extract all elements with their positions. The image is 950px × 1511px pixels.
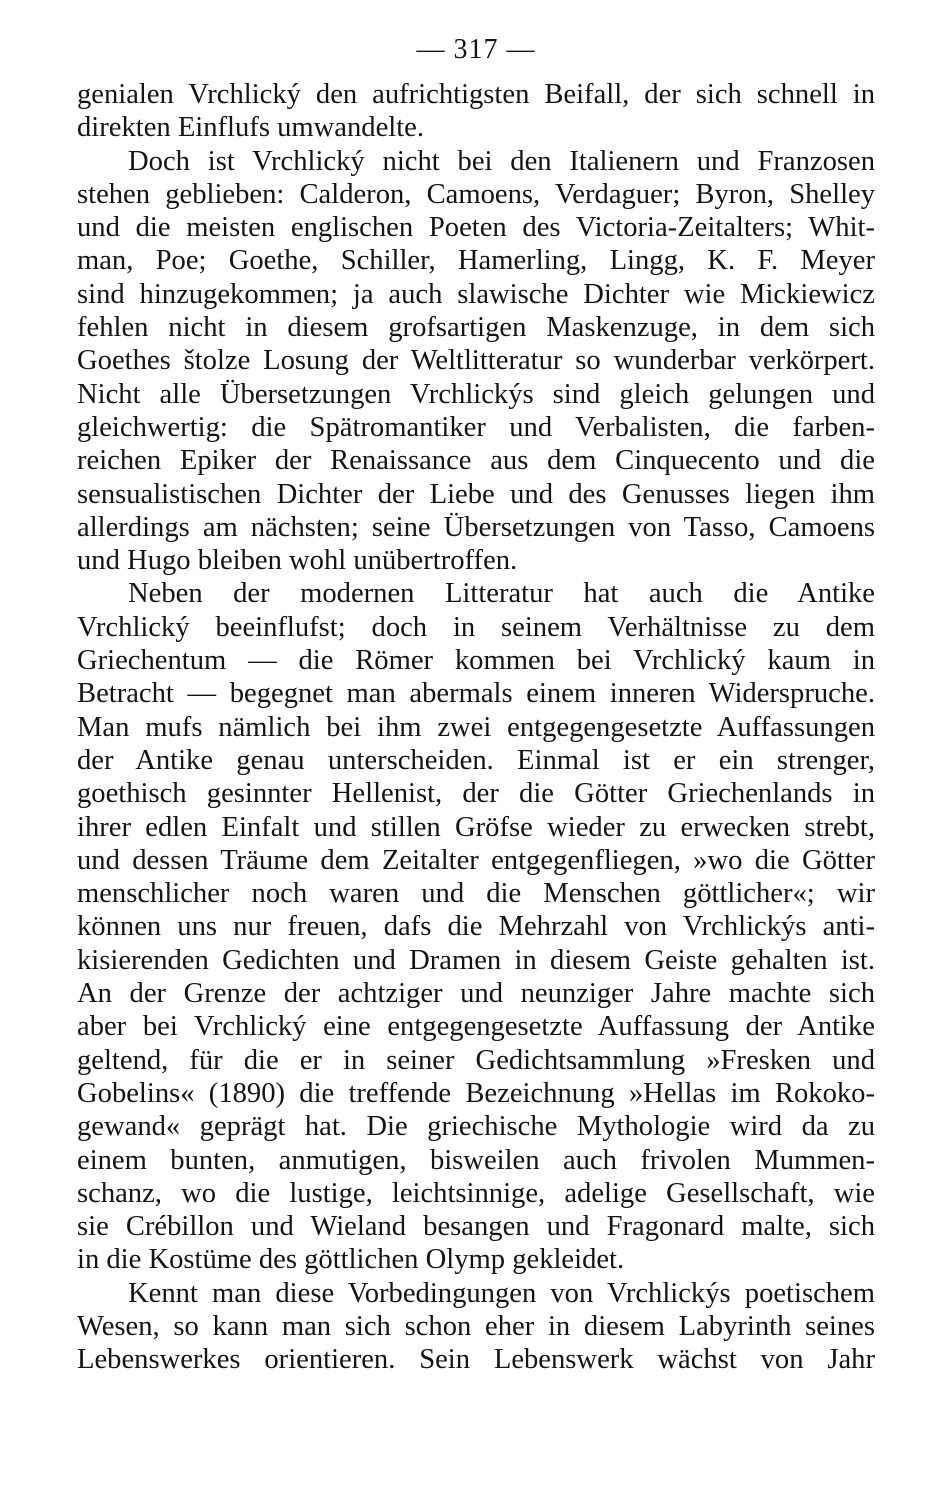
text-line: Neben der modernen Litteratur hat auch die Antike xyxy=(128,578,875,610)
text-line: der Antike genau unterscheiden. Einmal ist er ein strenger, xyxy=(77,744,875,776)
text-line: direkten Einflufs umwandelte. xyxy=(77,112,424,144)
text-line: Nicht alle Übersetzungen Vrchlickýs sind gleich gelungen und xyxy=(77,378,875,410)
text-line: sie Crébillon und Wieland besangen und Fragonard malte, sich xyxy=(77,1211,875,1243)
text-line: menschlicher noch waren und die Menschen göttlicher«; wir xyxy=(77,878,875,910)
paragraph xyxy=(77,1277,875,1377)
text-line: allerdings am nächsten; seine Übersetzungen von Tasso, Camoens xyxy=(77,511,875,543)
text-line: und dessen Träume dem Zeitalter entgegenfliegen, »wo die Götter xyxy=(77,844,875,876)
paragraph xyxy=(77,145,875,578)
text-line: Vrchlický beeinflufst; doch in seinem Verhältnisse zu dem xyxy=(77,611,875,643)
text-line: sind hinzugekommen; ja auch slawische Dichter wie Mickiewicz xyxy=(77,278,875,310)
text-line: Man mufs nämlich bei ihm zwei entgegengesetzte Auffassungen xyxy=(77,711,875,743)
text-line: und die meisten englischen Poeten des Victoria-Zeitalters; Whit- xyxy=(77,212,875,244)
text-line: Kennt man diese Vorbedingungen von Vrchlickýs poetischem xyxy=(128,1277,875,1309)
text-line: sensualistischen Dichter der Liebe und des Genusses liegen ihm xyxy=(77,478,875,510)
text-line: ihrer edlen Einfalt und stillen Gröfse wieder zu erwecken strebt, xyxy=(77,811,875,843)
text-line: in die Kostüme des göttlichen Olymp gekleidet. xyxy=(77,1244,625,1276)
text-line: kisierenden Gedichten und Dramen in diesem Geiste gehalten ist. xyxy=(77,944,875,976)
text-body xyxy=(77,78,875,1377)
text-line: und Hugo bleiben wohl unübertroffen. xyxy=(77,545,518,577)
text-line: können uns nur freuen, dafs die Mehrzahl von Vrchlickýs anti- xyxy=(77,911,875,943)
text-line: gleichwertig: die Spätromantiker und Verbalisten, die farben- xyxy=(77,411,875,443)
text-line: An der Grenze der achtziger und neunziger Jahre machte sich xyxy=(77,978,875,1010)
text-line: fehlen nicht in diesem grofsartigen Maskenzuge, in dem sich xyxy=(77,312,875,344)
text-line: Doch ist Vrchlický nicht bei den Italienern und Franzosen xyxy=(128,145,875,177)
text-line: Betracht — begegnet man abermals einem inneren Widerspruche. xyxy=(77,678,875,710)
text-line: geltend, für die er in seiner Gedichtsammlung »Fresken und xyxy=(77,1044,875,1076)
text-line: aber bei Vrchlický eine entgegengesetzte Auffassung der Antike xyxy=(77,1011,875,1043)
text-line: Goethes štolze Losung der Weltlitteratur so wunderbar verkörpert. xyxy=(77,345,875,377)
text-line: Griechentum — die Römer kommen bei Vrchlický kaum in xyxy=(77,645,875,677)
text-line: goethisch gesinnter Hellenist, der die Götter Griechenlands in xyxy=(77,778,875,810)
book-page xyxy=(77,30,875,1377)
text-line: man, Poe; Goethe, Schiller, Hamerling, Lingg, K. F. Meyer xyxy=(77,245,875,277)
text-line: Gobelins« (1890) die treffende Bezeichnung »Hellas im Rokoko- xyxy=(77,1077,875,1109)
page-number: — 317 — xyxy=(416,34,536,65)
text-line: einem bunten, anmutigen, bisweilen auch frivolen Mummen- xyxy=(77,1144,875,1176)
text-line: genialen Vrchlický den aufrichtigsten Beifall, der sich schnell in xyxy=(77,79,875,110)
paragraph xyxy=(77,78,875,145)
text-line: schanz, wo die lustige, leichtsinnige, adelige Gesellschaft, wie xyxy=(77,1177,875,1209)
text-line: Wesen, so kann man sich schon eher in diesem Labyrinth seines xyxy=(77,1310,875,1342)
text-line: Lebenswerkes orientieren. Sein Lebenswerk wächst von Jahr xyxy=(77,1344,875,1376)
text-line: reichen Epiker der Renaissance aus dem Cinquecento und die xyxy=(77,445,875,477)
text-line: gewand« geprägt hat. Die griechische Mythologie wird da zu xyxy=(77,1111,875,1143)
paragraph xyxy=(77,577,875,1276)
text-line: stehen geblieben: Calderon, Camoens, Verdaguer; Byron, Shelley xyxy=(77,178,875,210)
